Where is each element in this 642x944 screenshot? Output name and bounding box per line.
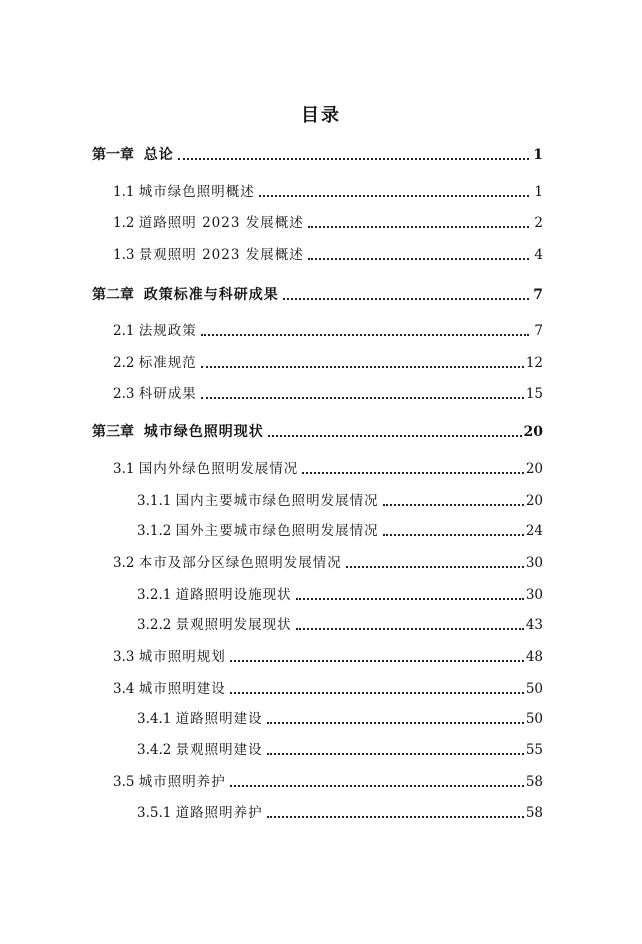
dot-leader bbox=[296, 628, 524, 630]
toc-entry-title: 国内外绿色照明发展情况 bbox=[138, 461, 299, 477]
toc-entry-number: 3.2.2 bbox=[137, 617, 172, 633]
toc-entry-page: 4 bbox=[534, 247, 543, 263]
toc-entry[interactable] bbox=[137, 582, 543, 604]
dot-leader bbox=[383, 504, 524, 506]
dot-leader bbox=[268, 435, 522, 437]
toc-entry-title: 道路照明养护 bbox=[175, 805, 263, 821]
toc-entry-number: 3.5 bbox=[113, 774, 135, 790]
toc-entry-number: 3.4.2 bbox=[137, 742, 172, 758]
toc-entry-title: 国外主要城市绿色照明发展情况 bbox=[175, 523, 379, 539]
toc-entry-page: 20 bbox=[525, 461, 543, 477]
dot-leader bbox=[308, 258, 529, 260]
toc-entry-number: 3.4 bbox=[113, 681, 135, 697]
toc-entry-title: 景观照明建设 bbox=[175, 742, 263, 758]
dot-leader bbox=[201, 366, 524, 368]
toc-entry-title: 政策标准与科研成果 bbox=[143, 287, 279, 303]
toc-entry-page: 20 bbox=[525, 493, 543, 509]
toc-entry-number: 第一章 bbox=[92, 147, 134, 163]
dot-leader bbox=[259, 195, 529, 197]
dot-leader bbox=[201, 397, 524, 399]
toc-entry-title: 城市绿色照明现状 bbox=[143, 424, 264, 440]
toc-entry[interactable] bbox=[92, 419, 543, 441]
toc-entry-page: 30 bbox=[525, 555, 543, 571]
toc-entry-title: 景观照明 2023 发展概述 bbox=[138, 247, 304, 263]
toc-entry[interactable] bbox=[137, 518, 543, 540]
toc-entry-page: 12 bbox=[525, 355, 543, 371]
toc-entry[interactable] bbox=[113, 350, 543, 372]
dot-leader bbox=[302, 472, 524, 474]
toc-entry-title: 本市及部分区绿色照明发展情况 bbox=[138, 555, 342, 571]
toc-entry[interactable] bbox=[113, 550, 543, 572]
toc-entry-number: 3.5.1 bbox=[137, 805, 172, 821]
toc-entry-page: 2 bbox=[534, 215, 543, 231]
dot-leader bbox=[383, 534, 524, 536]
toc-entry-title: 城市照明规划 bbox=[138, 649, 226, 665]
toc-entry-number: 1.2 bbox=[113, 215, 135, 231]
toc-entry-gap bbox=[134, 146, 144, 164]
toc-entry[interactable] bbox=[137, 488, 543, 510]
toc-entry-page: 58 bbox=[525, 805, 543, 821]
dot-leader bbox=[346, 566, 524, 568]
toc-entry-title: 法规政策 bbox=[138, 323, 197, 339]
toc-entry-gap bbox=[134, 423, 144, 441]
dot-leader bbox=[178, 158, 529, 160]
toc-entry-gap bbox=[134, 286, 144, 304]
toc-entry-title: 城市照明养护 bbox=[138, 774, 226, 790]
toc-entry-title: 道路照明建设 bbox=[175, 711, 263, 727]
toc-entry[interactable] bbox=[137, 706, 543, 728]
toc-entry[interactable] bbox=[113, 676, 543, 698]
dot-leader bbox=[230, 692, 524, 694]
toc-entry-title: 城市绿色照明概述 bbox=[138, 184, 255, 200]
toc-entry-title: 科研成果 bbox=[138, 386, 197, 402]
toc-entry-page: 48 bbox=[525, 649, 543, 665]
toc-entry-page: 15 bbox=[525, 386, 543, 402]
toc-entry-title: 总论 bbox=[143, 147, 174, 163]
toc-entry[interactable] bbox=[113, 210, 543, 232]
toc-entry-number: 2.2 bbox=[113, 355, 135, 371]
toc-entry-page: 7 bbox=[534, 323, 543, 339]
toc-entry-page: 43 bbox=[525, 617, 543, 633]
toc-entry[interactable] bbox=[137, 800, 543, 822]
dot-leader bbox=[230, 660, 524, 662]
toc-entry-number: 3.1.2 bbox=[137, 523, 172, 539]
toc-entry-title: 道路照明设施现状 bbox=[175, 587, 292, 603]
toc-entry-page: 50 bbox=[525, 681, 543, 697]
toc-entry[interactable] bbox=[113, 179, 543, 201]
toc-entry[interactable] bbox=[113, 644, 543, 666]
toc-entry-title: 标准规范 bbox=[138, 355, 197, 371]
dot-leader bbox=[230, 785, 524, 787]
toc-entry-number: 1.1 bbox=[113, 184, 135, 200]
toc-entry-title: 景观照明发展现状 bbox=[175, 617, 292, 633]
toc-entry[interactable] bbox=[113, 318, 543, 340]
toc-entry-number: 3.2.1 bbox=[137, 587, 172, 603]
toc-entry[interactable] bbox=[113, 242, 543, 264]
toc-entry-title: 城市照明建设 bbox=[138, 681, 226, 697]
dot-leader bbox=[296, 598, 524, 600]
toc-entry[interactable] bbox=[137, 612, 543, 634]
toc-entry-page: 1 bbox=[533, 147, 543, 163]
toc-entry-number: 3.4.1 bbox=[137, 711, 172, 727]
toc-entry-number: 3.3 bbox=[113, 649, 135, 665]
dot-leader bbox=[201, 334, 529, 336]
toc-entry-number: 2.3 bbox=[113, 386, 135, 402]
toc-entry-page: 58 bbox=[525, 774, 543, 790]
toc-entry-page: 20 bbox=[523, 424, 543, 440]
toc-entry[interactable] bbox=[113, 769, 543, 791]
toc-entry-number: 第二章 bbox=[92, 287, 134, 303]
dot-leader bbox=[267, 816, 524, 818]
toc-entry[interactable] bbox=[137, 737, 543, 759]
toc-entry-number: 第三章 bbox=[92, 424, 134, 440]
toc-entry-number: 1.3 bbox=[113, 247, 135, 263]
toc-entry[interactable] bbox=[113, 456, 543, 478]
toc-entry-number: 2.1 bbox=[113, 323, 135, 339]
toc-entry-title: 道路照明 2023 发展概述 bbox=[138, 215, 304, 231]
toc-entry-page: 7 bbox=[533, 287, 543, 303]
toc-entry-number: 3.1 bbox=[113, 461, 135, 477]
toc-entry-page: 30 bbox=[525, 587, 543, 603]
dot-leader bbox=[267, 722, 524, 724]
toc-entry[interactable] bbox=[113, 381, 543, 403]
dot-leader bbox=[283, 298, 529, 300]
toc-entry-title: 国内主要城市绿色照明发展情况 bbox=[175, 493, 379, 509]
toc-entry-page: 50 bbox=[525, 711, 543, 727]
toc-entry-page: 24 bbox=[525, 523, 543, 539]
toc-entry-page: 55 bbox=[525, 742, 543, 758]
dot-leader bbox=[308, 226, 529, 228]
page-title: 目录 bbox=[301, 105, 341, 126]
toc-entry[interactable] bbox=[92, 142, 543, 164]
toc-entry[interactable] bbox=[92, 282, 543, 304]
toc-entry-number: 3.2 bbox=[113, 555, 135, 571]
toc-entry-number: 3.1.1 bbox=[137, 493, 172, 509]
dot-leader bbox=[267, 753, 524, 755]
toc-entry-page: 1 bbox=[534, 184, 543, 200]
